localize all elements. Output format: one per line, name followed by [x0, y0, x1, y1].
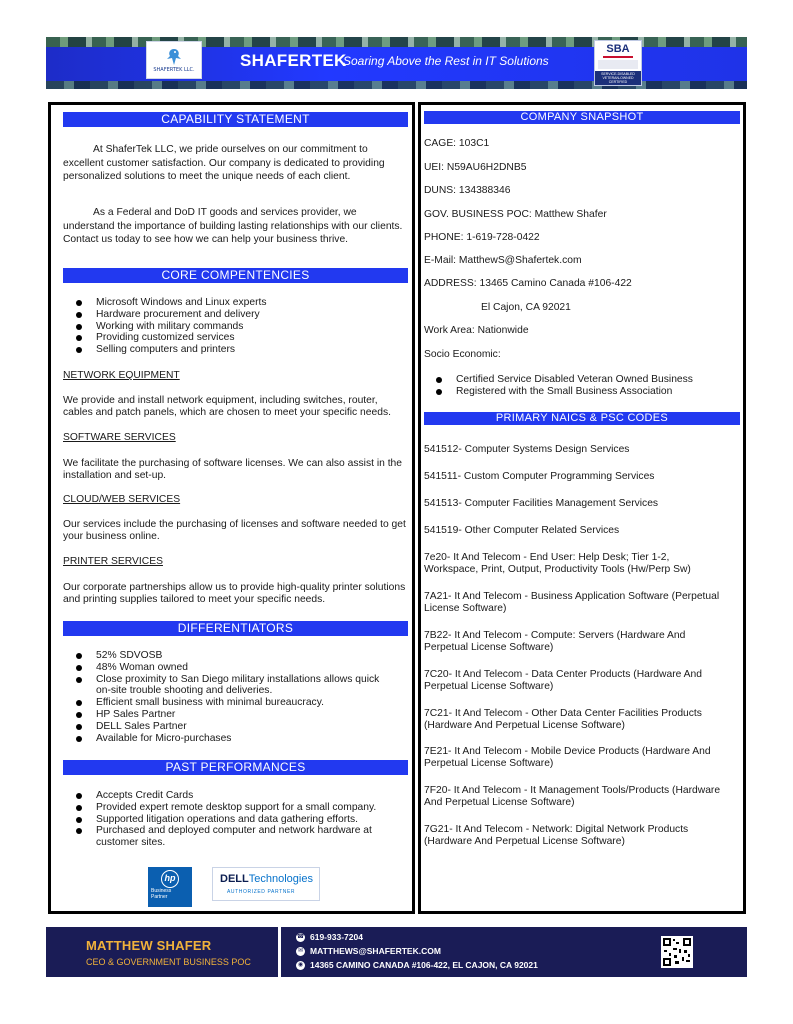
contact-name: MATTHEW SHAFER: [86, 938, 212, 953]
list-item: Registered with the Small Business Association: [436, 386, 736, 398]
footer-divider: [278, 927, 281, 977]
code-item: 7F20- It And Telecom - It Management Tools/Products (Hardware And Perpetual License Software): [424, 785, 721, 808]
sba-certification-badge: [594, 40, 642, 86]
parrot-logo-icon: [164, 47, 184, 67]
email: E-Mail: MatthewS@Shafertek.com: [424, 255, 582, 266]
dell-name: [220, 873, 313, 885]
list-item: Working with military commands: [76, 321, 396, 333]
code-item: 7A21- It And Telecom - Business Application Software (Perpetual License Software): [424, 591, 720, 614]
footer-address: 14365 CAMINO CANADA #106-422, EL CAJON, CA 92021: [310, 960, 538, 970]
naics-psc-title: PRIMARY NAICS & PSC CODES: [424, 412, 740, 425]
shafertek-logo: [146, 41, 202, 79]
list-item: Certified Service Disabled Veteran Owned Business: [436, 374, 736, 386]
footer-email-row: [296, 946, 441, 956]
list-item: HP Sales Partner: [76, 709, 396, 721]
software-text: We facilitate the purchasing of software licenses. We can also assist in the installation and set-up.: [63, 458, 403, 481]
sba-underline: [603, 56, 633, 58]
differentiators-list: [76, 650, 396, 744]
contact-role: CEO & GOVERNMENT BUSINESS POC: [86, 957, 251, 967]
footer-email: MATTHEWS@SHAFERTEK.COM: [310, 946, 441, 956]
list-item: Selling computers and printers: [76, 344, 396, 356]
brand-name: SHAFERTEK: [240, 51, 347, 70]
qr-code-icon: [661, 936, 693, 968]
sba-seal-icon: [598, 60, 638, 69]
list-item: DELL Sales Partner: [76, 721, 396, 733]
code-item: 7E21- It And Telecom - Mobile Device Products (Hardware And Perpetual License Software): [424, 746, 711, 769]
uei: UEI: N59AU6H2DNB5: [424, 162, 527, 173]
dell-technologies-logo: [212, 867, 320, 901]
sba-mark: SBA: [606, 43, 630, 55]
page-header: [46, 37, 747, 89]
list-item: Close proximity to San Diego military installations allows quick on-site trouble shooting and deliveries.: [76, 674, 396, 698]
cloud-text: Our services include the purchasing of licenses and software needed to get your business online.: [63, 519, 406, 542]
location-icon: ◉: [297, 961, 304, 968]
printer-text: Our corporate partnerships allow us to provide high-quality printer solutions and printing supplies tailored to meet your specific needs.: [63, 582, 406, 605]
business-poc: GOV. BUSINESS POC: Matthew Shafer: [424, 209, 607, 220]
email-icon: ✉: [297, 947, 304, 954]
code-item: 541512- Computer Systems Design Services: [424, 444, 630, 455]
logo-text: SHAFERTEK LLC.: [153, 67, 195, 73]
list-item: 52% SDVOSB: [76, 650, 396, 662]
duns: DUNS: 134388346: [424, 185, 511, 196]
list-item: Providing customized services: [76, 332, 396, 344]
list-item: Accepts Credit Cards: [76, 790, 396, 802]
work-area: Work Area: Nationwide: [424, 325, 529, 336]
code-item: 7G21- It And Telecom - Network: Digital Network Products (Hardware And Perpetual License Software): [424, 824, 689, 847]
network-text: We provide and install network equipment, including switches, router, cables and patch panels, which are chosen to meet your specific needs.: [63, 395, 391, 418]
software-heading: SOFTWARE SERVICES: [63, 432, 176, 443]
dell-authorized-partner: AUTHORIZED PARTNER: [227, 889, 296, 895]
list-item: Efficient small business with minimal bureaucracy.: [76, 697, 396, 709]
dell-technologies-text: Technologies: [248, 873, 313, 885]
core-competencies-title: CORE COMPENTENCIES: [63, 268, 408, 283]
capability-paragraph-1: At ShaferTek LLC, we pride ourselves on our commitment to excellent customer satisfaction. Our company is dedicated to providing personalized solutions to meet the unique needs of each client.: [63, 144, 385, 182]
past-performances-title: PAST PERFORMANCES: [63, 760, 408, 775]
list-item: Purchased and deployed computer and network hardware at customer sites.: [76, 825, 396, 849]
code-item: 7C21- It And Telecom - Other Data Center Facilities Products (Hardware And Perpetual License Software): [424, 708, 702, 731]
list-item: Provided expert remote desktop support for a small company.: [76, 802, 396, 814]
list-item: Hardware procurement and delivery: [76, 309, 396, 321]
past-performances-list: [76, 790, 396, 849]
cloud-heading: CLOUD/WEB SERVICES: [63, 494, 181, 505]
list-item: Microsoft Windows and Linux experts: [76, 297, 396, 309]
footer-address-row: [296, 960, 538, 970]
code-item: 7B22- It And Telecom - Compute: Servers (Hardware And Perpetual License Software): [424, 630, 686, 653]
footer-phone: 619-933-7204: [310, 932, 363, 942]
network-heading: NETWORK EQUIPMENT: [63, 370, 180, 381]
list-item: Supported litigation operations and data gathering efforts.: [76, 814, 396, 826]
code-item: 541511- Custom Computer Programming Services: [424, 471, 655, 482]
hp-icon: hp: [161, 870, 179, 888]
printer-heading: PRINTER SERVICES: [63, 556, 163, 567]
differentiators-title: DIFFERENTIATORS: [63, 621, 408, 636]
hp-business-partner-logo: [148, 867, 192, 907]
address-line-1: ADDRESS: 13465 Camino Canada #106-422: [424, 278, 632, 289]
sba-caption: SERVICE-DISABLED VETERAN-OWNED CERTIFIED: [595, 71, 641, 85]
socio-economic-list: [436, 374, 736, 398]
core-competencies-list: [76, 297, 396, 356]
phone: PHONE: 1-619-728-0422: [424, 232, 540, 243]
code-item: 541513- Computer Facilities Management Services: [424, 498, 659, 509]
list-item: Available for Micro-purchases: [76, 733, 396, 745]
footer-phone-row: [296, 932, 363, 942]
socio-economic-label: Socio Economic:: [424, 349, 501, 360]
company-snapshot-title: COMPANY SNAPSHOT: [424, 111, 740, 124]
capability-paragraph-2: As a Federal and DoD IT goods and services provider, we understand the importance of building lasting relationships with our clients. Contact us today to see how we can help your business thrive.: [63, 207, 403, 245]
code-item: 7C20- It And Telecom - Data Center Products (Hardware And Perpetual License Software): [424, 669, 702, 692]
address-line-2: El Cajon, CA 92021: [481, 302, 571, 313]
capability-title: CAPABILITY STATEMENT: [63, 112, 408, 127]
hp-partner-text: Business Partner: [151, 888, 172, 900]
code-item: 541519- Other Computer Related Services: [424, 525, 620, 536]
code-item: 7e20- It And Telecom - End User: Help Desk; Tier 1-2, Workspace, Print, Output, Productivity Tools (Hw/Perp Sw): [424, 552, 691, 575]
cage-code: CAGE: 103C1: [424, 138, 490, 149]
phone-icon: ☎: [296, 933, 305, 940]
page-footer: [46, 927, 747, 977]
tagline: Soaring Above the Rest in IT Solutions: [343, 54, 549, 68]
list-item: 48% Woman owned: [76, 662, 396, 674]
dell-brand: DELL: [220, 873, 249, 885]
